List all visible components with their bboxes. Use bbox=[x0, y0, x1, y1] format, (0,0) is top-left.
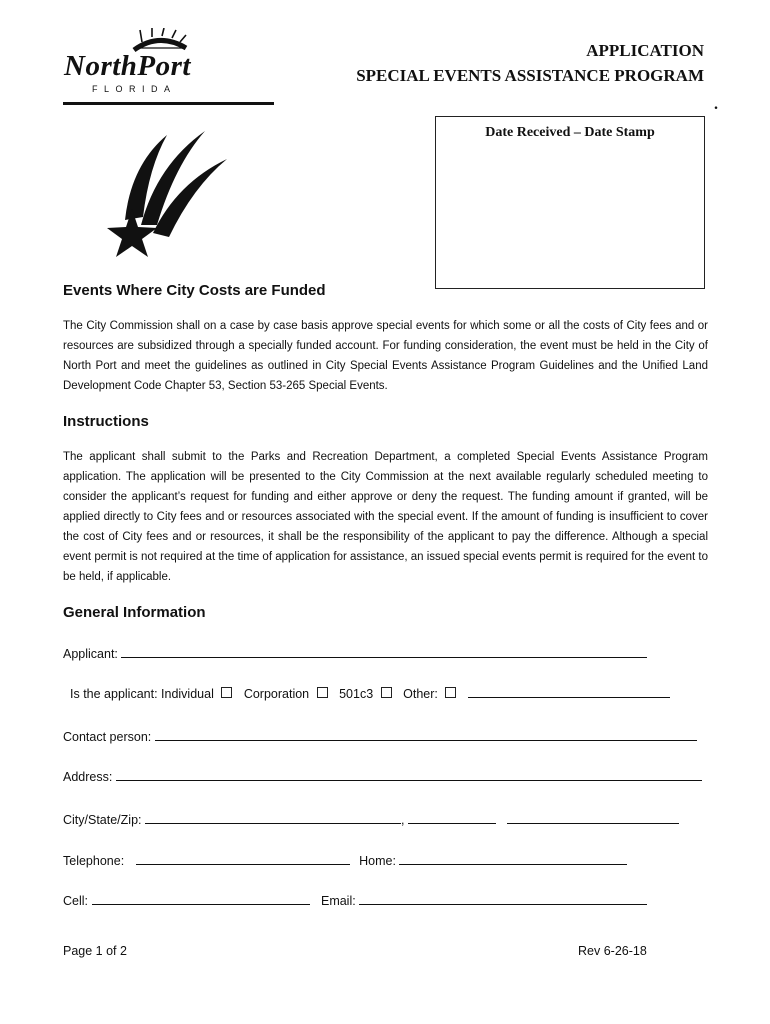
logo-subtitle: FLORIDA bbox=[92, 84, 177, 94]
telephone-label: Telephone: bbox=[63, 854, 125, 868]
city-state-zip-row bbox=[63, 810, 679, 828]
corporation-label: Corporation bbox=[243, 687, 310, 701]
page-number: Page 1 of 2 bbox=[63, 944, 127, 958]
501c3-checkbox[interactable] bbox=[381, 687, 392, 698]
applicant-type-row bbox=[70, 684, 670, 702]
contact-label: Contact person: bbox=[63, 730, 152, 744]
other-checkbox[interactable] bbox=[445, 687, 456, 698]
title-dot: . bbox=[714, 96, 718, 113]
header-rule bbox=[63, 102, 274, 105]
zip-field[interactable] bbox=[507, 810, 679, 824]
title-line-1: APPLICATION bbox=[586, 41, 704, 60]
applicant-field[interactable] bbox=[121, 644, 647, 658]
date-stamp-label: Date Received – Date Stamp bbox=[485, 125, 655, 140]
applicant-label: Applicant: bbox=[63, 647, 118, 661]
title-line-2: SPECIAL EVENTS ASSISTANCE PROGRAM bbox=[356, 66, 704, 85]
contact-field[interactable] bbox=[155, 727, 697, 741]
funded-paragraph: The City Commission shall on a case by case basis approve special events for which some or all the costs of City fees and or resources are subsidized through a specially funded account. For funding consideration, the event must be held in the City of North Port and meet the guidelines as outlined in City Special Events Assistance Program Guidelines and the Unified Land Development Code Chapter 53, Section 53-265 Special Events. bbox=[63, 320, 708, 392]
address-label: Address: bbox=[63, 770, 113, 784]
telephone-field[interactable] bbox=[136, 851, 350, 865]
contact-row bbox=[63, 727, 697, 745]
home-field[interactable] bbox=[399, 851, 627, 865]
instructions-paragraph: The applicant shall submit to the Parks and Recreation Department, a completed Special Events Assistance Program application. The application will be presented to the City Commission at the next available regularly scheduled meeting to consider the applicant’s request for funding and either approve or deny the request. The funding amount if granted, will be applied directly to City fees and or resources associated with the special event. If the amount of funding is insufficient to cover the cost of City fees and or resources, it shall be the responsibility of the applicant to pay the difference. Although a special event permit is not required at the time of application for assistance, an issued special events permit is required for the event to be held, if applicable. bbox=[63, 451, 708, 583]
funded-heading: Events Where City Costs are Funded bbox=[63, 282, 326, 299]
address-field[interactable] bbox=[116, 767, 702, 781]
email-label: Email: bbox=[320, 894, 356, 908]
cell-label: Cell: bbox=[63, 894, 89, 908]
shooting-star-icon bbox=[105, 125, 230, 265]
other-label: Other: bbox=[403, 687, 438, 701]
home-label: Home: bbox=[359, 854, 396, 868]
corporation-checkbox[interactable] bbox=[317, 687, 328, 698]
email-field[interactable] bbox=[359, 891, 647, 905]
date-stamp-box bbox=[435, 116, 705, 289]
city-comma: , bbox=[400, 813, 405, 827]
cell-field[interactable] bbox=[92, 891, 310, 905]
city-state-zip-label: City/State/Zip: bbox=[63, 813, 142, 827]
501c3-label: 501c3 bbox=[339, 687, 374, 701]
revision: Rev 6-26-18 bbox=[578, 944, 647, 958]
applicant-type-label: Is the applicant: Individual bbox=[70, 687, 214, 701]
city-field[interactable] bbox=[145, 810, 401, 824]
cell-row bbox=[63, 891, 647, 909]
other-field[interactable] bbox=[468, 684, 670, 698]
individual-checkbox[interactable] bbox=[221, 687, 232, 698]
state-field[interactable] bbox=[408, 810, 496, 824]
telephone-row bbox=[63, 851, 627, 869]
general-info-heading: General Information bbox=[63, 604, 206, 621]
applicant-row bbox=[63, 644, 647, 662]
address-row bbox=[63, 767, 702, 785]
logo-name: NorthPort bbox=[64, 50, 191, 82]
instructions-heading: Instructions bbox=[63, 413, 149, 430]
page-title bbox=[356, 38, 704, 88]
